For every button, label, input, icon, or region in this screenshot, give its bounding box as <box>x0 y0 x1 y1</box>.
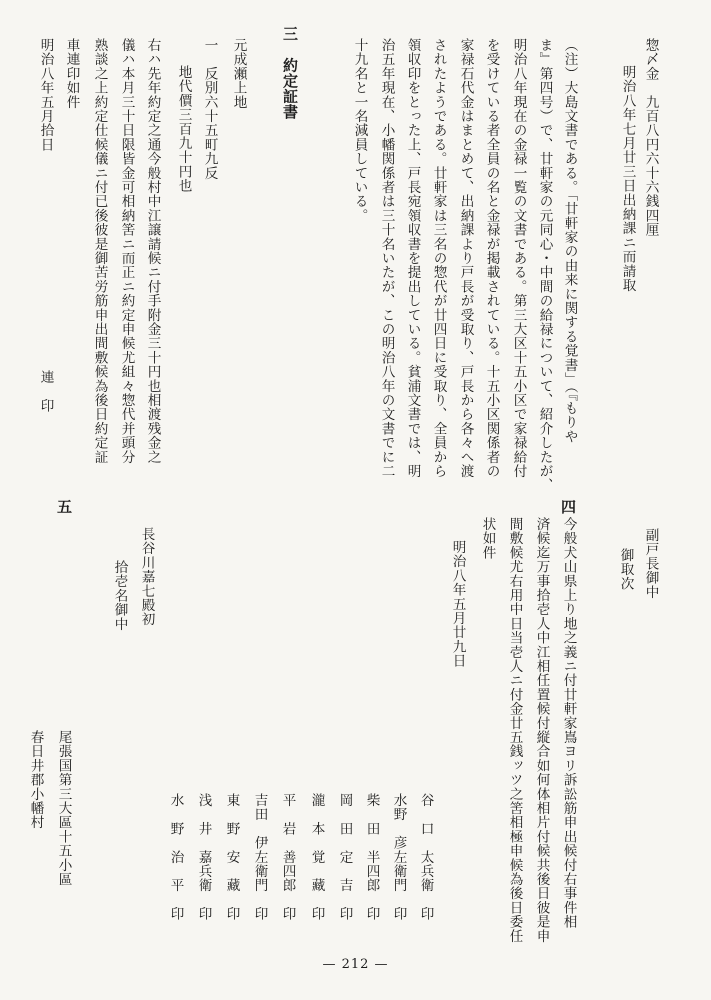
signatory-6: 平 岩 善四郎 印 <box>279 793 296 921</box>
signatory-8: 東 野 安 藏 印 <box>223 793 240 921</box>
delegation-line-2: 済候迄万事拾壱人中江相任置候付縦合如何体相片付候共後日彼是申 <box>533 517 550 943</box>
note-line-7: 領収印をとった上、戸長宛領収書を提出している。貧浦文書では、明 <box>404 38 421 479</box>
note-line-8: 治五年現在、小幡関係者は三十名いたが、この明治八年の文書でに二 <box>378 38 395 479</box>
note-line-2: ま』第四号）で、廿軒家の元同心・中間の給禄について、紹介したが、 <box>536 38 553 493</box>
note-line-6: されたようである。廿軒家は三名の惣代が廿四日に受取り、全員から <box>430 38 447 479</box>
signatory-2: 水野 彦左衛門 印 <box>390 793 407 921</box>
signatory-9: 浅 井 嘉兵衛 印 <box>195 793 212 921</box>
address-line-2: 御取次 <box>617 548 634 591</box>
delegation-line-1: 今般犬山県上り地之義ニ付廿軒家嶌ヨリ訴訟筋申出候付右事件相 <box>560 517 577 929</box>
signatory-3: 柴 田 半四郎 印 <box>363 793 380 921</box>
section-heading-5: 五 <box>55 499 73 515</box>
recipient-line-1: 長谷川嘉七殿初 <box>138 527 155 627</box>
land-area: 一 反別六十五町九反 <box>201 38 218 180</box>
address-line-1: 副戸長御中 <box>642 528 659 599</box>
signatory-5: 瀧 本 覚 藏 印 <box>308 793 325 921</box>
section-heading-3: 三 約定証書 <box>281 26 299 120</box>
note-line-5: 家禄石代金はまとめて、出納課より戸長が受取り、戸長から各々へ渡 <box>457 38 474 479</box>
section-heading-4: 四 <box>559 499 577 515</box>
signatory-10: 水 野 治 平 印 <box>167 793 184 921</box>
land-origin: 元成瀬上地 <box>230 38 247 109</box>
recipient-line-2: 拾壱名御中 <box>111 560 128 631</box>
contract-line-1: 右ハ先年約定之通今般村中江譲請候ニ付手附金三十円也相渡残金之 <box>144 38 161 464</box>
note-line-3: 明治八年現在の金禄一覧の文書である。第三大区十五小区で家禄給付 <box>510 38 527 479</box>
joint-seal: 連 印 <box>37 370 54 413</box>
signatory-1: 谷 口 太兵衛 印 <box>417 793 434 921</box>
signatory-4: 岡 田 定 吉 印 <box>336 793 353 921</box>
total-amount-line: 惣〆金 九百八円六十六銭四厘 <box>642 38 659 237</box>
land-price: 地代價三百九十円也 <box>175 65 192 193</box>
note-line-1: （注）大島文書である。「廿軒家の由来に関する覚書」（『もりや <box>561 38 578 444</box>
note-line-9: 十九名と一名減員している。 <box>351 38 368 223</box>
receipt-date-line: 明治八年七月廿三日出納課ニ而請取 <box>619 65 636 293</box>
signatory-7: 吉田 伊左衛門 印 <box>251 793 268 921</box>
contract-line-4: 車連印如件 <box>63 38 80 109</box>
delegation-line-4: 状如件 <box>479 517 496 560</box>
contract-line-2: 儀ハ本月三十日限皆金可相納筈ニ而正ニ約定申候尤組々惣代并頭分 <box>118 38 135 464</box>
delegation-date: 明治八年五月廿九日 <box>449 540 466 668</box>
delegation-line-3: 間敷候尤右用中日当壱人ニ付金廿五銭ッツ之筈相極申候為後日委任 <box>506 517 523 943</box>
contract-date: 明治八年五月拾日 <box>37 38 54 152</box>
page-number: — 212 — <box>322 957 389 972</box>
village-line-1: 尾張国第三大區十五小區 <box>55 730 72 887</box>
contract-line-3: 熟談之上約定仕候儀ニ付已後彼是御苦労筋申出間敷候為後日約定証 <box>91 38 108 464</box>
village-line-2: 春日井郡小幡村 <box>27 730 44 830</box>
note-line-4: を受けている者全員の名と金禄が掲載されている。十五小区関係者の <box>483 38 500 479</box>
